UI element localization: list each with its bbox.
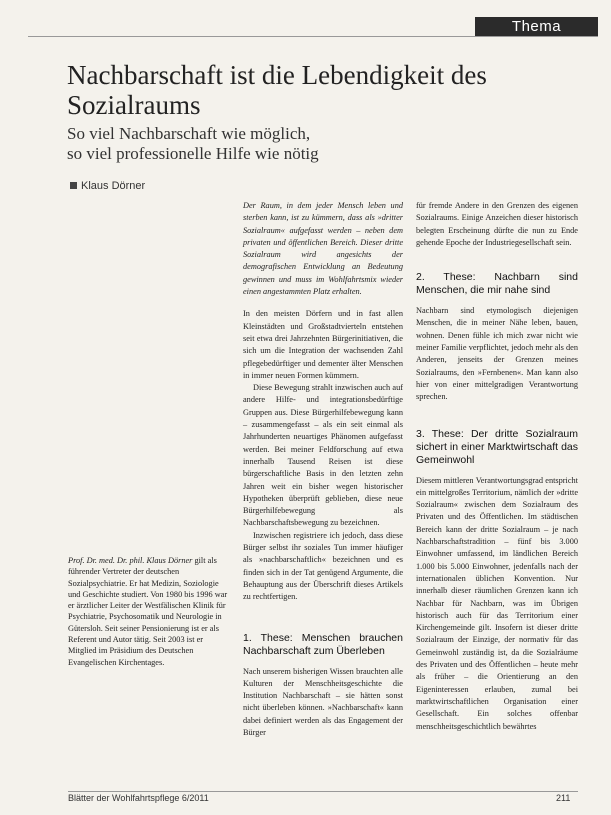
body-paragraph: für fremde Andere in den Grenzen des eigenen Sozialraums. Einige Anzeichen dieser historisch belegten Erscheinung dürfte die nun zu Ende gehende Epoche der Industriegesellschaft sein. (416, 201, 578, 247)
body-paragraph: Nach unserem bisherigen Wissen brauchten alle Kulturen der Menschheitsgeschichte die Institution Nachbarschaft – sie hätten sonst nicht überleben können. »Nachbarschaft« kann dabei definiert werden als das Engagement der Bürger (243, 666, 403, 737)
intro-paragraph: Der Raum, in dem jeder Mensch leben und sterben kann, ist zu kümmern, dass als »dritter Sozialraum« aufgefasst werden – neben dem privaten und öffentlichen Bereich. Dieser dritte Sozialraum wird angesichts der demografischen Entwicklung an Bedeutung gewinnen und muss im Wohlfahrtsmix wieder einen angestammten Platz erhalten. (243, 201, 403, 297)
body-paragraph: In den meisten Dörfern und in fast allen Kleinstädten und Großstadtvierteln entstehen seit etwa drei Jahrzehnten Bürgerinitiativen, die sich um die Integration der wachsenden Zahl pflegebedürftiger und dementer älter Menschen in immer neuen Formen kümmern. (243, 309, 403, 380)
body-paragraph: Diesem mittleren Verantwortungsgrad entspricht ein mittelgroßes Territorium, nämlich der »dritte Sozialraum« zwischen dem Sozialraum des Privaten und des Öffentlichen. Im städtischen Bereich kann der dritte Sozialraum – je nach Nachbarschaftstradition – fünf bis 3.000 Einwohner umfassend, im ländlichen Bereich 1.000 bis 5.000 Einwohner, jedenfalls nach der internationalen üblichen Konvention. Nur innerhalb dieser räumlichen Grenzen kann ich Nachbar für Nachbarn, was im Übrigen historisch auch für das Territorium einer Kirchengemeinde gilt. Insofern ist dieser dritte Sozialraum der Einzige, der normativ für das Gemeinwohl zuständig ist, da die Sozialräume des Privaten und des Öffentlichen – heute mehr als früher – die Orientierung an den Eigeninteressen erlauben, zumal bei marktwirtschaftlichen Organisation einer Gesellschaft. Ein solches offenbar menschheitsgeschichtlich bewährtes (416, 475, 578, 731)
subtitle-line-2: so viel professionelle Hilfe wie nötig (67, 144, 319, 163)
article-title: Nachbarschaft ist die Lebendigkeit des Sozialraums (67, 60, 487, 120)
section-tag: Thema (475, 17, 598, 37)
section-heading-1: 1. These: Menschen brauchen Nachbarschaft zum Überleben (243, 631, 403, 657)
bio-author-name: Prof. Dr. med. Dr. phil. Klaus Dörner (68, 556, 193, 565)
square-bullet-icon (70, 182, 77, 189)
author-name: Klaus Dörner (81, 180, 146, 192)
page-number: 211 (556, 793, 571, 803)
publication-name: Blätter der Wohlfahrtspflege 6/2011 (68, 793, 209, 803)
author-line (70, 180, 145, 192)
column-right (416, 200, 578, 733)
subtitle-line-1: So viel Nachbarschaft wie möglich, (67, 124, 311, 143)
column-middle (243, 200, 403, 739)
bio-text: gilt als führender Vertreter der deutschen Sozialpsychiatrie. Er hat Medizin, Soziologie und Geschichte studiert. Von 1980 bis 1996 war er ärztlicher Leiter der Westfälischen Klinik für Psychiatrie, Psychosomatik und Neurologie in Gütersloh. Seit seiner Pensionierung ist er als Referent und Autor tätig. Seit 2003 ist er Mitglied im Präsidium des Deutschen Evangelischen Kirchentages. (68, 556, 228, 667)
article-subtitle (67, 124, 587, 164)
footer-rule (68, 791, 578, 792)
body-paragraph: Inzwischen registriere ich jedoch, dass diese Bürger selbst ihr soziales Tun immer häufiger als »nachbarschaftlich« bezeichnen und es finden sich in der Tat genügend Argumente, die Behauptung aus der Überschrift dieses Artikels zu rechtfertigen. (243, 530, 403, 602)
body-paragraph: Nachbarn sind etymologisch diejenigen Menschen, die in meiner Nähe leben, bauen, wohnen. Denen fühle ich mich zwar nicht wie meiner Familie verpflichtet, jedoch mehr als den Anderen, jenseits der Grenzen meines Sozialraums, den »Fernbenen«. Man kann also hier von einer mittelgradigen Verantwortung sprechen. (416, 306, 578, 402)
header-rule (28, 36, 598, 37)
body-paragraph: Diese Bewegung strahlt inzwischen auch auf andere Hilfe- und integrationsbedürftige Gruppen aus. Diese Bürgerhilfebewegung kann – zusammengefasst – als ein seit einmal als Jahrhunderten neuartiges Phänomen aufgefasst werden. Bei meiner Feldforschung auf etwa innerhalb Tausend Reisen ist diese bürgerschaftliche Basis in den letzten zehn Jahren weit ein bisher wegen historischer Hypotheken überprüft geblieben, diese neue Bürgerhilfebewegung als Nachbarschaftsbewegung zu bezeichnen. (243, 383, 403, 528)
author-bio (68, 555, 228, 668)
section-heading-2: 2. These: Nachbarn sind Menschen, die mir nahe sind (416, 271, 578, 297)
section-heading-3: 3. These: Der dritte Sozialraum sichert in einer Marktwirtschaft das Gemeinwohl (416, 427, 578, 466)
